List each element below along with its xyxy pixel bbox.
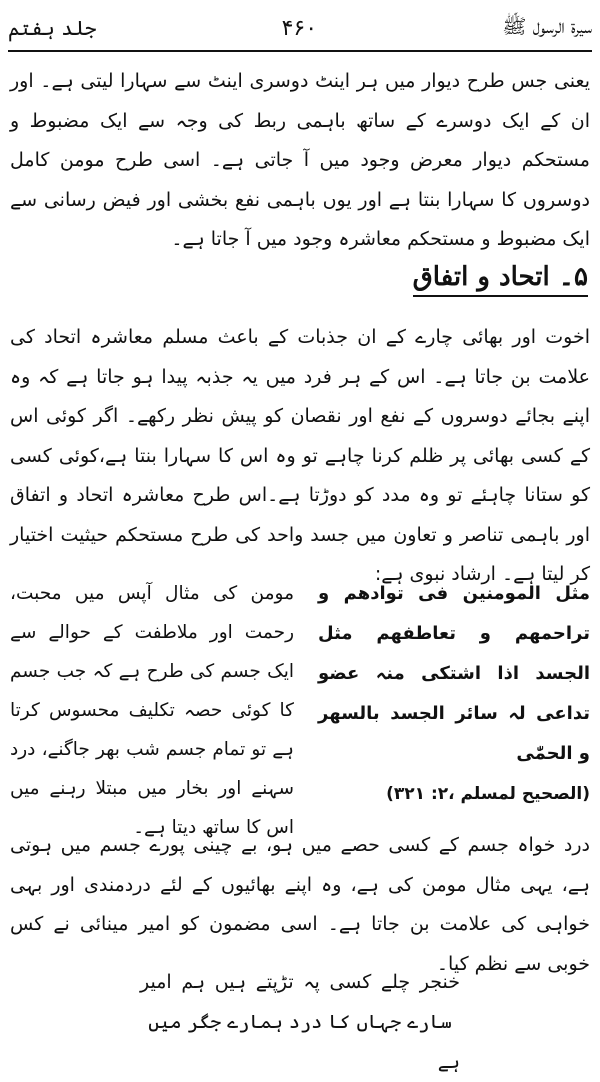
- hadith-arabic-column: [318, 574, 590, 826]
- hadith-block: [10, 574, 590, 838]
- poem-couplet: [140, 962, 460, 1082]
- book-title: سیرۃ الرسول ﷺ: [502, 13, 592, 38]
- volume-label: جلد ہفتم: [8, 16, 97, 40]
- section-heading: ۵۔ اتحاد و اتفاق: [413, 262, 588, 297]
- poem-line-2: سارے جہاں کا درد ہمارے جگر میں ہے: [148, 1011, 460, 1073]
- paragraph-3: درد خواہ جسم کے کسی حصے میں ہو، بے چینی پورے جسم میں ہوتی ہے، یہی مثال مومن کی ہے، وہ اپنے بھائیوں کے لئے دردمندی اور بہی خواہی کی علامت بن جاتا ہے۔ اسی مضمون کو امیر مینائی نے کس خوبی سے نظم کیا۔: [10, 834, 590, 975]
- hadith-translation: مومن کی مثال آپس میں محبت، رحمت اور ملاطفت کے حوالے سے ایک جسم کی طرح ہے کہ جب جسم کا کوئی حصہ تکلیف محسوس کرتا ہے تو تمام جسم شب بھر جاگنے، درد سہنے اور بخار میں مبتلا رہنے میں اس کا ساتھ دیتا ہے۔: [10, 583, 294, 838]
- paragraph-2: اخوت اور بھائی چارے کے ان جذبات کے باعث مسلم معاشرہ اتحاد کی علامت بن جاتا ہے۔ اس کے ہر فرد میں یہ جذبہ پیدا ہو جاتا ہے کہ وہ اپنے بجائے دوسروں کے نفع اور نقصان کو پیش نظر رکھے۔ اگر کوئی اس کے کسی بھائی پر ظلم کرنا چاہے تو وہ اس کا سہارا بنتا ہے،کوئی کسی کو ستانا چاہئے تو وہ مدد کو دوڑتا ہے۔اس طرح معاشرہ اتحاد و اتفاق اور باہمی تناصر و تعاون میں جسد واحد کی طرح مستحکم حیثیت اختیار کر لیتا ہے۔ ارشاد نبوی ہے:: [10, 326, 590, 585]
- poem-line-1: خنجر چلے کسی پہ تڑپتے ہیں ہم امیر: [140, 971, 460, 993]
- hadith-reference: (الصحیح لمسلم ،۲: ۳۲۱): [386, 784, 590, 804]
- page-number: ۴۶۰: [281, 15, 318, 41]
- page-header: [8, 6, 592, 52]
- paragraph-1: یعنی جس طرح دیوار میں ہر اینٹ دوسری اینٹ سے سہارا لیتی ہے۔ اور ان کے ایک دوسرے کے ساتھ باہمی ربط کی وجہ سے ایک مضبوط و مستحکم دیوار معرض وجود میں آ جاتی ہے۔ اسی طرح مومن کامل دوسروں کا سہارا بنتا ہے اور یوں باہمی نفع بخشی اور فیض رسانی سے ایک مضبوط و مستحکم معاشرہ وجود میں آ جاتا ہے۔: [10, 70, 590, 250]
- hadith-arabic-text: مثل المومنین فی توادھم و تراحمھم و تعاطفھم مثل الجسد اذا اشتکی منہ عضو تداعی لہ سائر الجسد بالسھر و الحمّٰی: [318, 583, 590, 764]
